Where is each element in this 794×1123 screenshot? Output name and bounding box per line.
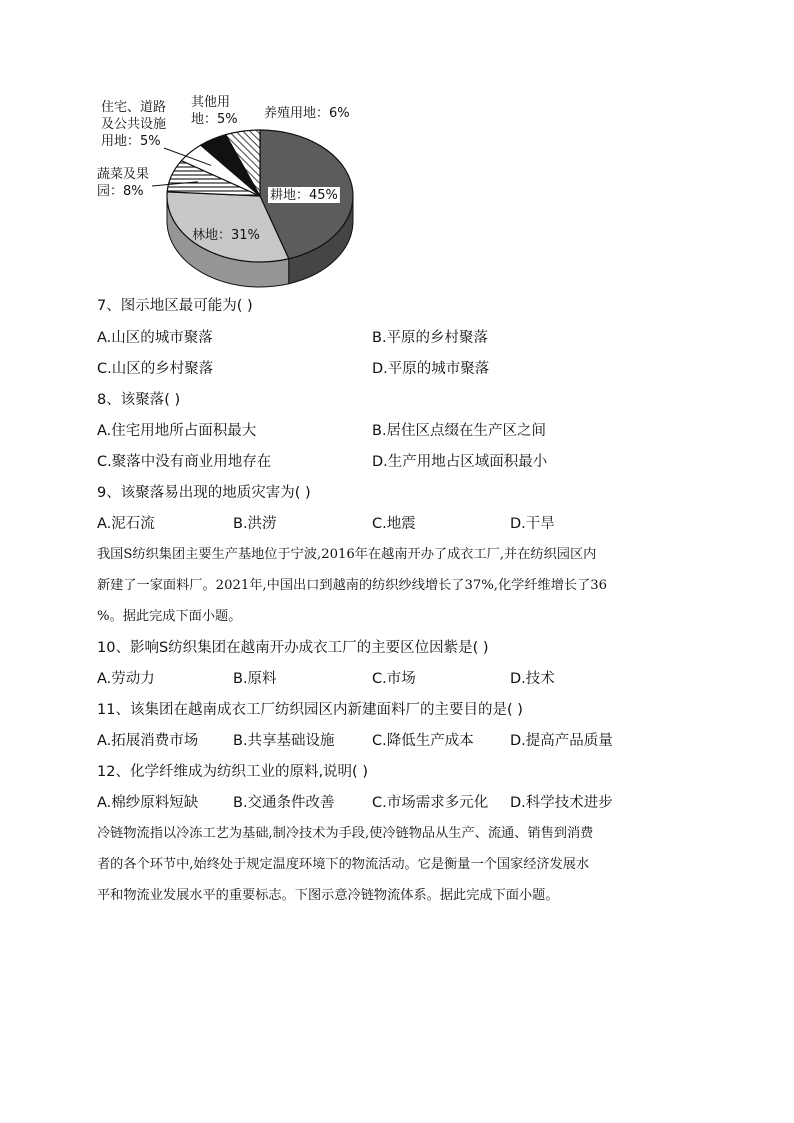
question-8-option-b[interactable]: B.居住区点缀在生产区之间	[372, 423, 547, 439]
passage-cold-chain-line: 平和物流业发展水平的重要标志。下图示意冷链物流体系。据此完成下面小题。	[97, 888, 559, 903]
question-11-option-c[interactable]: C.降低生产成本	[372, 733, 474, 749]
label-residential-1: 住宅、道路	[101, 100, 167, 115]
question-11-stem: 11、该集团在越南成衣工厂纺织园区内新建面料厂的主要目的是( )	[97, 702, 523, 718]
passage-cold-chain-line: 者的各个环节中,始终处于规定温度环境下的物流活动。它是衡量一个国家经济发展水	[97, 857, 590, 872]
question-8-option-a[interactable]: A.住宅用地所占面积最大	[97, 423, 257, 439]
question-12-option-b[interactable]: B.交通条件改善	[233, 795, 335, 811]
passage-cold-chain-line: 冷链物流指以冷冻工艺为基础,制冷技术为手段,使冷链物品从生产、流通、销售到消费	[97, 826, 594, 841]
question-12-stem: 12、化学纤维成为纺织工业的原料,说明( )	[97, 764, 368, 780]
question-9-option-c[interactable]: C.地震	[372, 516, 416, 532]
question-12-option-a[interactable]: A.棉纱原料短缺	[97, 795, 199, 811]
question-9-stem: 9、该聚落易出现的地质灾害为( )	[97, 485, 311, 501]
question-11-option-d[interactable]: D.提高产品质量	[510, 733, 613, 749]
label-forest: 林地：31%	[192, 228, 260, 243]
question-9-option-d[interactable]: D.干旱	[510, 516, 555, 532]
question-8-stem: 8、该聚落( )	[97, 392, 181, 408]
passage-textile-line: %。据此完成下面小题。	[97, 609, 242, 624]
label-farmland: 耕地：45%	[270, 188, 338, 203]
question-9-option-b[interactable]: B.洪涝	[233, 516, 277, 532]
passage-textile-line: 我国S纺织集团主要生产基地位于宁波,2016年在越南开办了成衣工厂,并在纺织园区内	[97, 547, 597, 562]
passage-cold-chain	[97, 818, 697, 911]
label-other-2: 地：5%	[191, 112, 238, 127]
land-use-pie-chart	[84, 86, 384, 291]
label-other-1: 其他用	[191, 95, 231, 110]
question-10-stem: 10、影响S纺织集团在越南开办成衣工厂的主要区位因紫是( )	[97, 640, 489, 656]
question-10-option-a[interactable]: A.劳动力	[97, 671, 155, 687]
question-10-option-b[interactable]: B.原料	[233, 671, 277, 687]
question-7-option-a[interactable]: A.山区的城市聚落	[97, 330, 213, 346]
question-8-option-d[interactable]: D.生产用地占区域面积最小	[372, 454, 548, 470]
question-8-option-c[interactable]: C.聚落中没有商业用地存在	[97, 454, 272, 470]
question-7-option-c[interactable]: C.山区的乡村聚落	[97, 361, 214, 377]
question-10-option-d[interactable]: D.技术	[510, 671, 555, 687]
question-7-option-d[interactable]: D.平原的城市聚落	[372, 361, 490, 377]
question-12-option-c[interactable]: C.市场需求多元化	[372, 795, 489, 811]
question-7-option-b[interactable]: B.平原的乡村聚落	[372, 330, 489, 346]
passage-textile-line: 新建了一家面料厂。2021年,中国出口到越南的纺织纱线增长了37%,化学纤维增长了36	[97, 578, 608, 593]
question-10-option-c[interactable]: C.市场	[372, 671, 416, 687]
passage-textile	[97, 539, 697, 632]
label-residential-2: 及公共设施	[101, 117, 167, 132]
question-11-option-b[interactable]: B.共享基础设施	[233, 733, 335, 749]
label-vegetable-2: 园：8%	[97, 184, 144, 199]
question-7-stem: 7、图示地区最可能为( )	[97, 298, 253, 314]
pie-chart-svg	[84, 86, 384, 291]
label-vegetable-1: 蔬菜及果	[97, 167, 150, 182]
question-11-option-a[interactable]: A.拓展消费市场	[97, 733, 199, 749]
question-12-option-d[interactable]: D.科学技术进步	[510, 795, 613, 811]
label-residential-3: 用地：5%	[101, 134, 161, 149]
question-9-option-a[interactable]: A.泥石流	[97, 516, 155, 532]
label-aquaculture: 养殖用地：6%	[264, 106, 350, 121]
